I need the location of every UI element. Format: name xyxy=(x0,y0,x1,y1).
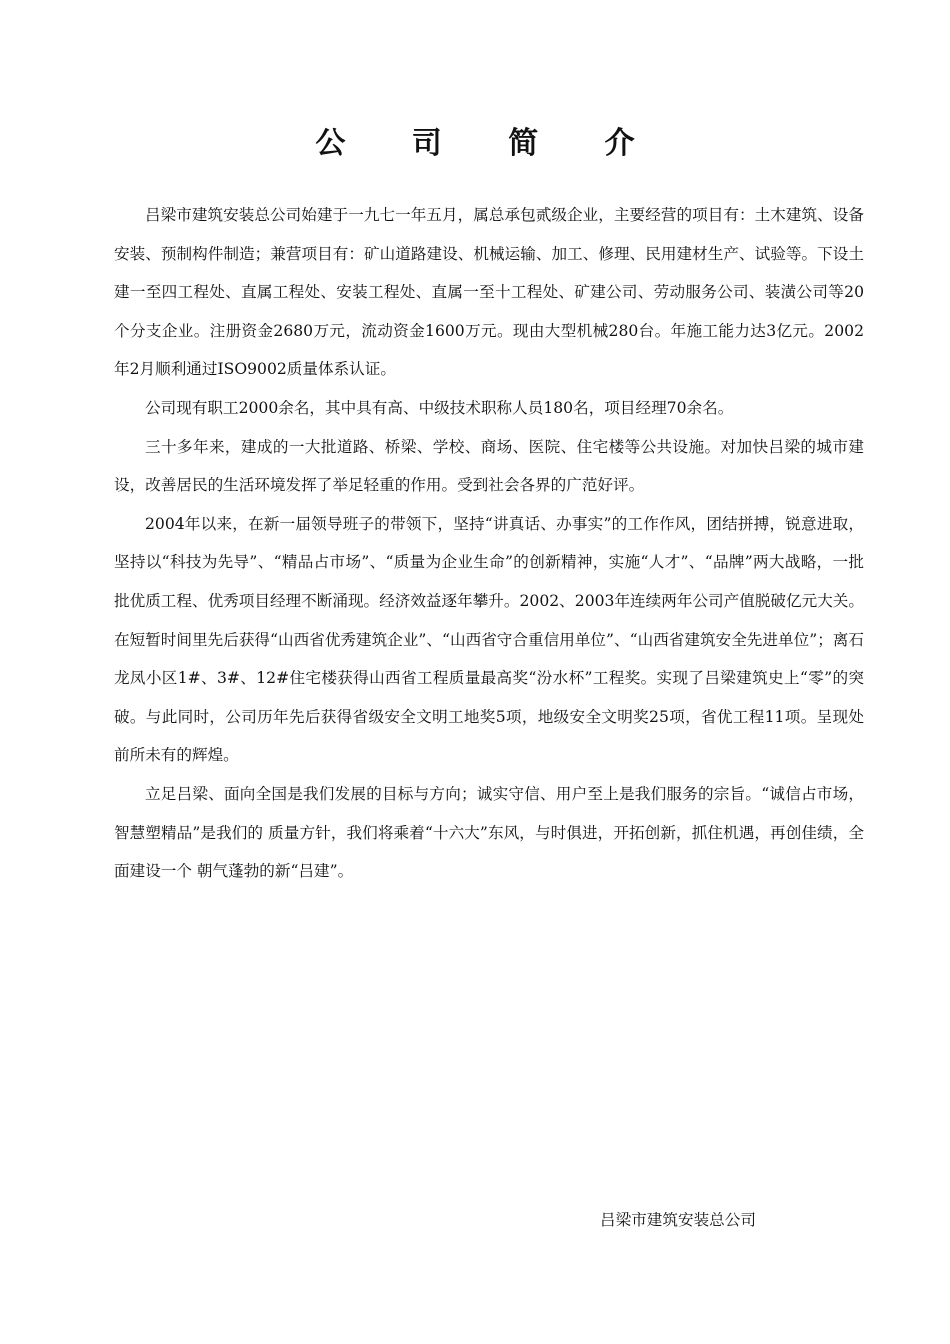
page-title: 公 司 简 介 xyxy=(315,126,663,161)
paragraph-mission: 立足吕梁、面向全国是我们发展的目标与方向；诚实守信、用户至上是我们服务的宗旨。“诚信占市场，智慧塑精品”是我们的 质量方针，我们将乘着“十六大”东风，与时俱进，开拓创新，抓住机遇，再创佳绩，全面建设一个 朝气蓬勃的新“吕建”。 xyxy=(114,784,864,881)
paragraph-company-overview: 吕梁市建筑安装总公司始建于一九七一年五月，属总承包贰级企业，主要经营的项目有：土木建筑、设备安装、预制构件制造；兼营项目有：矿山道路建设、机械运输、加工、修理、民用建材生产、试验等。下设土建一至四工程处、直属工程处、安装工程处、直属一至十工程处、矿建公司、劳动服务公司、装潢公司等20个分支企业。注册资金2680万元，流动资金1600万元。现由大型机械280台。年施工能力达3亿元。2002年2月顺利通过ISO9002质量体系认证。 xyxy=(114,206,864,379)
paragraph-development: 2004年以来，在新一届领导班子的带领下，坚持“讲真话、办事实”的工作作风，团结拼搏，锐意进取，坚持以“科技为先导”、“精品占市场”、“质量为企业生命”的创新精神，实施“人才”、“品牌”两大战略，一批批优质工程、优秀项目经理不断涌现。经济效益逐年攀升。2002、2003年连续两年公司产值脱破亿元大关。在短暂时间里先后获得“山西省优秀建筑企业”、“山西省守合重信用单位”、“山西省建筑安全先进单位”；离石龙凤小区1#、3#、12#住宅楼获得山西省工程质量最高奖“汾水杯”工程奖。实现了吕梁建筑史上“零”的突破。与此同时，公司历年先后获得省级安全文明工地奖5项，地级安全文明奖25项，省优工程11项。呈现处前所未有的辉煌。 xyxy=(114,514,864,765)
paragraph-staff: 公司现有职工2000余名，其中具有高、中级技术职称人员180名，项目经理70余名。 xyxy=(145,398,734,417)
paragraph-achievements: 三十多年来，建成的一大批道路、桥梁、学校、商场、医院、住宅楼等公共设施。对加快吕梁的城市建设，改善居民的生活环境发挥了举足轻重的作用。受到社会各界的广范好评。 xyxy=(114,437,864,495)
company-signature: 吕梁市建筑安装总公司 xyxy=(600,1211,756,1229)
document-body xyxy=(114,196,864,891)
